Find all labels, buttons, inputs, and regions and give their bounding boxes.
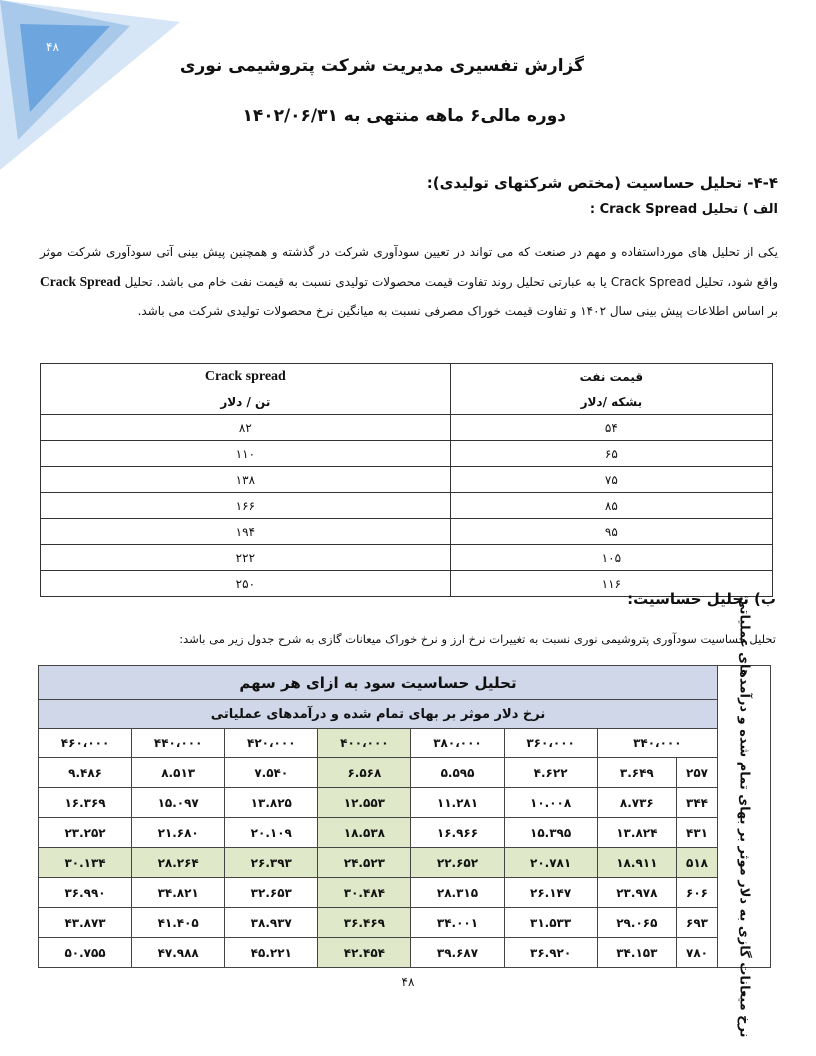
column-header: ۴۴۰،۰۰۰ [132,729,225,758]
row-header: ۶۹۳ [677,908,718,938]
cell-value: ۲۳.۹۷۸ [597,878,676,908]
crack-value: ۲۵۰ [41,571,451,597]
cell-value: ۱۵.۳۹۵ [504,818,597,848]
crack-value: ۱۱۰ [41,441,451,467]
crack-spread-table [40,363,773,597]
table-row [41,415,773,441]
table-row [41,545,773,571]
column-header: ۴۲۰،۰۰۰ [225,729,318,758]
cell-value: ۲۸.۳۱۵ [411,878,504,908]
table-row [39,788,771,818]
cell-value: ۷.۵۴۰ [225,758,318,788]
crack-value: ۲۲۲ [41,545,451,571]
crack-header: Crack spread [41,364,451,391]
cell-value: ۱۲.۵۵۳ [318,788,411,818]
table-title-row [39,666,771,700]
cell-value: ۱۸.۹۱۱ [597,848,676,878]
table-row [39,938,771,968]
column-header: ۳۴۰،۰۰۰ [597,729,717,758]
cell-value: ۲۱.۶۸۰ [132,818,225,848]
cell-value: ۲۳.۲۵۲ [39,818,132,848]
column-header: ۳۸۰،۰۰۰ [411,729,504,758]
corner-decoration [0,0,180,170]
cell-value: ۱۰.۰۰۸ [504,788,597,818]
side-label-cell [718,595,771,1038]
sensitivity-table-title: تحلیل حساسیت سود به ازای هر سهم [39,666,718,700]
cell-value: ۳۸.۹۳۷ [225,908,318,938]
cell-value: ۳۴.۰۰۱ [411,908,504,938]
cell-value: ۵.۵۹۵ [411,758,504,788]
cell-value: ۳۴.۸۲۱ [132,878,225,908]
cell-value: ۹.۴۸۶ [39,758,132,788]
cell-value: ۳۰.۱۳۴ [39,848,132,878]
intro-paragraph [40,238,778,326]
table-row [39,878,771,908]
table-row [39,758,771,788]
row-header: ۵۱۸ [677,848,718,878]
report-period: دوره مالی۶ ماهه منتهی به ۱۴۰۲/۰۶/۳۱ [242,106,566,126]
cell-value: ۲۰.۷۸۱ [504,848,597,878]
row-header: ۴۳۱ [677,818,718,848]
cell-value: ۲۴.۵۲۳ [318,848,411,878]
side-label: نرخ میعانات گازی به دلار موثر بر بهای تمام شده و درآمدهای عملیاتی [736,595,752,1038]
cell-value: ۲۶.۳۹۳ [225,848,318,878]
cell-value: ۵۰.۷۵۵ [39,938,132,968]
cell-value: ۸.۵۱۳ [132,758,225,788]
cell-value: ۳۱.۵۳۳ [504,908,597,938]
cell-value: ۴۷.۹۸۸ [132,938,225,968]
corner-page-number: ۴۸ [46,40,59,54]
cell-value: ۲۶.۱۴۷ [504,878,597,908]
oil-price-value: ۷۵ [450,467,772,493]
row-header: ۶۰۶ [677,878,718,908]
table-row [41,493,773,519]
oil-unit: بشکه /دلار [450,390,772,415]
cell-value: ۸.۷۳۶ [597,788,676,818]
row-header: ۲۵۷ [677,758,718,788]
report-title: گزارش تفسیری مدیریت شرکت پتروشیمی نوری [179,56,584,76]
column-header: ۳۶۰،۰۰۰ [504,729,597,758]
oil-price-value: ۹۵ [450,519,772,545]
paragraph-bold: Crack Spread [40,274,121,289]
table-row [41,467,773,493]
cell-value: ۴.۶۲۲ [504,758,597,788]
table-subtitle-row [39,700,771,729]
cell-value: ۳۹.۶۸۷ [411,938,504,968]
column-header-row [39,729,771,758]
cell-value: ۳۴.۱۵۳ [597,938,676,968]
crack-value: ۸۲ [41,415,451,441]
row-header: ۳۴۴ [677,788,718,818]
oil-price-value: ۵۴ [450,415,772,441]
crack-value: ۱۳۸ [41,467,451,493]
sensitivity-table-subtitle: نرخ دلار موثر بر بهای تمام شده و درآمدهای عملیاتی [39,700,718,729]
table-row [39,818,771,848]
cell-value: ۱۵.۰۹۷ [132,788,225,818]
cell-value: ۴۱.۴۰۵ [132,908,225,938]
section-subtitle: الف ) تحلیل Crack Spread : [589,202,778,217]
section-title: ۴-۴- تحلیل حساسیت (مختص شرکتهای تولیدی): [426,174,778,192]
oil-price-value: ۸۵ [450,493,772,519]
paragraph-part2: بر اساس اطلاعات پیش بینی سال ۱۴۰۲ و تفاوت قیمت خوراک مصرفی نسبت به میانگین نرخ محصولات تولیدی شرکت می باشد. [137,304,778,318]
footer-page-number: ۴۸ [401,975,415,989]
table-row [39,848,771,878]
oil-price-value: ۱۱۶ [450,571,772,597]
cell-value: ۲۰.۱۰۹ [225,818,318,848]
cell-value: ۱۳.۸۲۴ [597,818,676,848]
table-row [39,908,771,938]
cell-value: ۳.۶۴۹ [597,758,676,788]
paragraph-part1: یکی از تحلیل های مورداستفاده و مهم در صنعت که می تواند در تعیین سودآوری شرکت در گذشته و همچنین پیش بینی آتی سودآوری شرکت موثر واقع شود، تحلیل Crack Spread یا به عبارتی تحلیل روند تفاوت قیمت محصولات تولیدی نسبت به قیمت نفت خام می باشد. تحلیل [40,245,779,289]
crack-table-body [41,415,773,597]
crack-value: ۱۹۴ [41,519,451,545]
cell-value: ۳۶.۹۲۰ [504,938,597,968]
sensitivity-description: تحلیل حساسیت سودآوری پتروشیمی نوری نسبت به تغییرات نرخ ارز و نرخ خوراک میعانات گازی به شرح جدول زیر می باشد: [179,632,776,646]
column-header: ۴۶۰،۰۰۰ [39,729,132,758]
row-header: ۷۸۰ [677,938,718,968]
cell-value: ۳۶.۹۹۰ [39,878,132,908]
cell-value: ۱۶.۳۶۹ [39,788,132,818]
column-header: ۴۰۰،۰۰۰ [318,729,411,758]
cell-value: ۱۸.۵۳۸ [318,818,411,848]
cell-value: ۱۱.۲۸۱ [411,788,504,818]
cell-value: ۳۶.۴۶۹ [318,908,411,938]
table-row [41,519,773,545]
cell-value: ۴۵.۲۲۱ [225,938,318,968]
oil-price-value: ۱۰۵ [450,545,772,571]
crack-unit: تن / دلار [41,390,451,415]
sensitivity-title: ب) تحلیل حساسیت: [627,590,776,608]
crack-value: ۱۶۶ [41,493,451,519]
cell-value: ۲۲.۶۵۲ [411,848,504,878]
oil-header: قیمت نفت [450,364,772,391]
cell-value: ۲۹.۰۶۵ [597,908,676,938]
cell-value: ۲۸.۲۶۴ [132,848,225,878]
oil-price-value: ۶۵ [450,441,772,467]
cell-value: ۱۳.۸۲۵ [225,788,318,818]
cell-value: ۳۲.۶۵۳ [225,878,318,908]
cell-value: ۴۲.۴۵۴ [318,938,411,968]
table-row [41,441,773,467]
cell-value: ۱۶.۹۶۶ [411,818,504,848]
cell-value: ۳۰.۴۸۴ [318,878,411,908]
cell-value: ۶.۵۶۸ [318,758,411,788]
cell-value: ۴۳.۸۷۳ [39,908,132,938]
